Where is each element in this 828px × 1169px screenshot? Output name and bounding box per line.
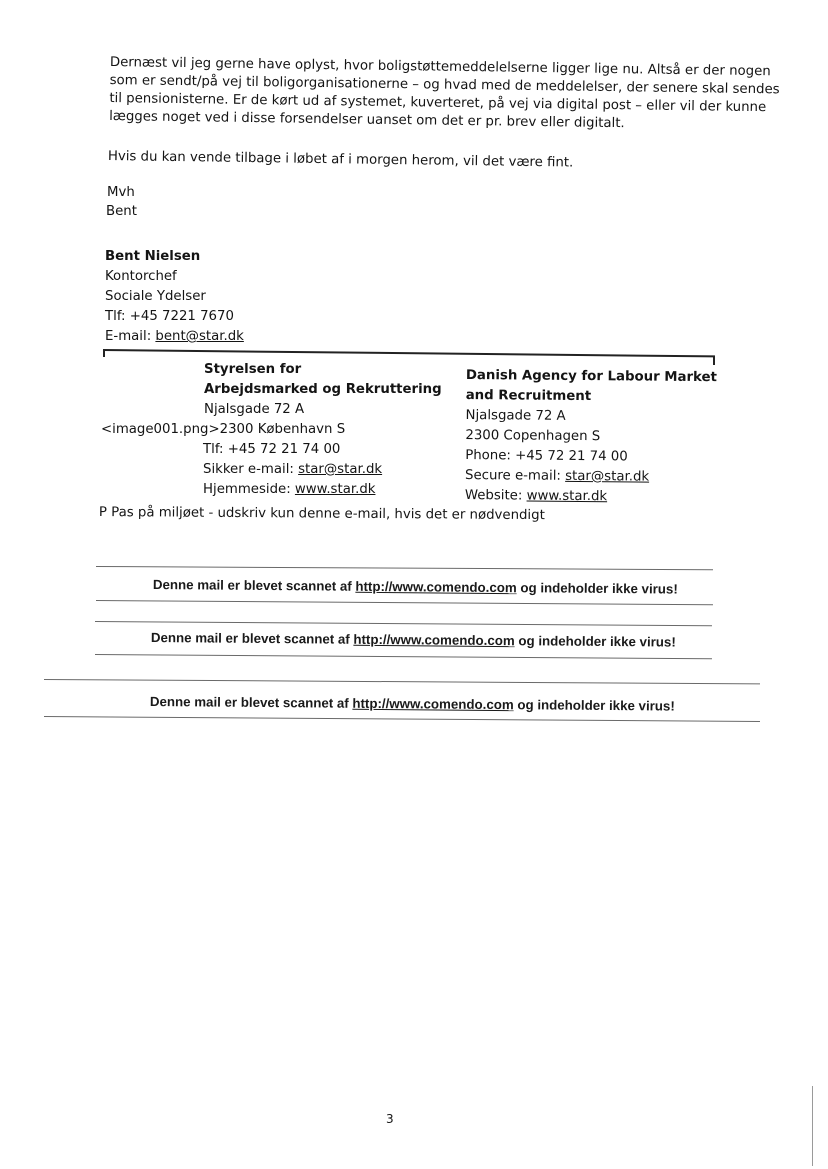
agency-english-street: Njalsgade 72 A <box>465 407 566 424</box>
comendo-link[interactable]: http://www.comendo.com <box>353 631 515 649</box>
signature-separator <box>103 349 715 357</box>
virus-scan-notice-1 <box>153 577 678 597</box>
signature-block <box>105 247 244 347</box>
agency-danish-contact <box>203 440 382 500</box>
image-placeholder: <image001.png> <box>101 422 220 437</box>
paragraph-boligstotte <box>109 54 780 135</box>
paragraph-line: til pensionisterne. Er de kørt ud af systemet, kuverteret, på vej via digital post – eller vil der kunne <box>109 90 767 116</box>
signature-title: Kontorchef <box>105 269 177 284</box>
signature-phone: Tlf: +45 7221 7670 <box>105 309 234 324</box>
scan-suffix: og indeholder ikke virus! <box>520 580 678 597</box>
signature-name: Bent Nielsen <box>105 249 201 264</box>
agency-danish-website-label: Hjemmeside: <box>203 482 291 497</box>
agency-danish-email-label: Sikker e-mail: <box>203 462 294 477</box>
scan-prefix: Denne mail er blevet scannet af <box>149 694 349 711</box>
page-number: 3 <box>386 1112 394 1126</box>
signature-email-row <box>105 327 244 347</box>
scan-suffix: og indeholder ikke virus! <box>518 633 676 650</box>
agency-english-phone: Phone: +45 72 21 74 00 <box>465 447 628 465</box>
scan-prefix: Denne mail er blevet scannet af <box>152 577 352 594</box>
agency-english-website-link[interactable]: www.star.dk <box>526 488 608 505</box>
virus-scan-notice-3 <box>150 694 675 714</box>
scan-divider-top-1 <box>96 566 713 570</box>
comendo-link[interactable]: http://www.comendo.com <box>355 578 517 596</box>
agency-danish-name-2: Arbejdsmarked og Rekruttering <box>204 382 442 397</box>
agency-english-website-label: Website: <box>464 487 523 504</box>
agency-danish-email-link[interactable]: star@star.dk <box>298 462 383 477</box>
agency-english-email-row <box>465 466 716 488</box>
scan-edge-artifact <box>812 1086 813 1166</box>
agency-danish-city: 2300 København S <box>219 422 346 437</box>
signature-email-link[interactable]: bent@star.dk <box>155 329 244 344</box>
scan-divider-bottom-1 <box>96 600 713 605</box>
agency-danish-city-row <box>101 420 345 440</box>
scan-divider-top-2 <box>95 621 712 626</box>
agency-english-block <box>465 366 717 508</box>
comendo-link[interactable]: http://www.comendo.com <box>352 695 514 713</box>
scan-divider-bottom-2 <box>95 654 712 659</box>
closing-mvh: Mvh <box>107 185 135 200</box>
scan-suffix: og indeholder ikke virus! <box>517 697 675 714</box>
agency-english-email-link[interactable]: star@star.dk <box>565 468 650 485</box>
virus-scan-notice-2 <box>151 630 676 650</box>
scan-prefix: Denne mail er blevet scannet af <box>150 630 350 647</box>
paragraph-line: Dernæst vil jeg gerne have oplyst, hvor boligstøttemeddelelserne ligger lige nu. Altså er der nogen <box>109 54 771 80</box>
signature-email-label: E-mail: <box>105 329 152 344</box>
signature-department: Sociale Ydelser <box>105 289 206 304</box>
agency-english-name-2: and Recruitment <box>465 387 592 405</box>
separator-tick-left <box>103 349 105 357</box>
agency-english-email-label: Secure e-mail: <box>464 467 561 484</box>
agency-english-city: 2300 Copenhagen S <box>465 427 601 445</box>
scan-divider-top-3 <box>44 679 760 684</box>
separator-tick-right <box>713 356 715 365</box>
agency-danish-street: Njalsgade 72 A <box>204 402 305 417</box>
agency-danish-phone: Tlf: +45 72 21 74 00 <box>203 442 341 457</box>
paragraph-request: Hvis du kan vende tilbage i løbet af i morgen herom, vil det være fint. <box>107 148 574 171</box>
agency-danish-block <box>204 360 442 420</box>
agency-danish-email-row <box>203 460 382 480</box>
agency-english-name-1: Danish Agency for Labour Market <box>465 367 717 386</box>
scan-divider-bottom-3 <box>44 716 760 722</box>
agency-danish-name-1: Styrelsen for <box>204 362 302 377</box>
environment-notice: P Pas på miljøet - udskriv kun denne e-mail, hvis det er nødvendigt <box>98 504 545 524</box>
agency-danish-website-row <box>203 480 382 500</box>
paragraph-line: som er sendt/på vej til boligorganisationerne – og hvad med de meddelelser, der senere skal sendes <box>109 72 780 98</box>
closing-name: Bent <box>106 204 137 219</box>
agency-danish-website-link[interactable]: www.star.dk <box>294 482 376 497</box>
paragraph-line: lægges noget ved i disse forsendelser uanset om det er pr. brev eller digitalt. <box>109 108 625 132</box>
